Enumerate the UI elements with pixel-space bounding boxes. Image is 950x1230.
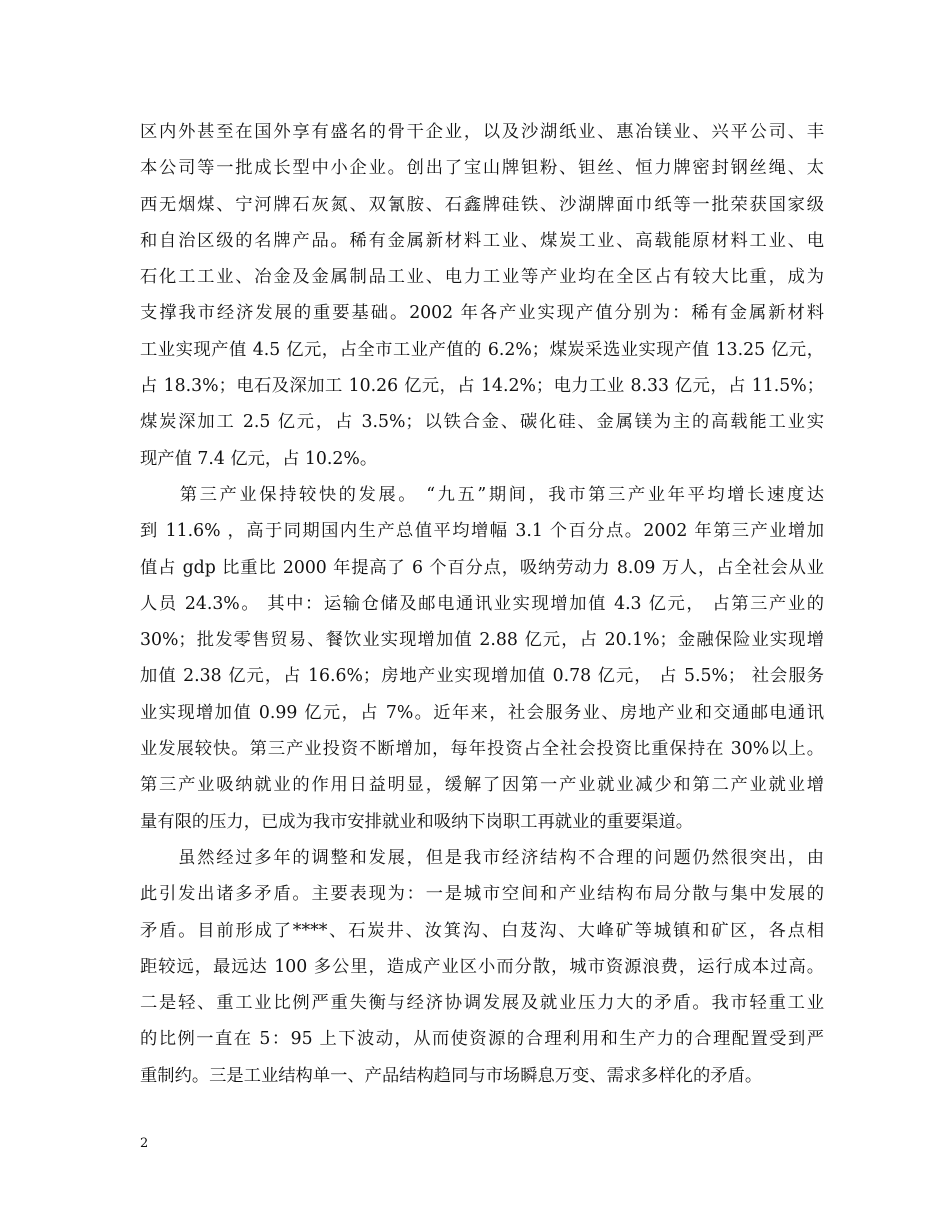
text-line: 此引发出诸多矛盾。主要表现为：一是城市空间和产业结构布局分散与集中发展的 xyxy=(140,884,824,905)
text-line: 加值 2.38 亿元，占 16.6%；房地产业实现增加值 0.78 亿元， 占 5.5%； 社会服务 xyxy=(140,666,824,687)
text-line: 西无烟煤、宁河牌石灰氮、双氰胺、石鑫牌硅铁、沙湖牌面巾纸等一批荣获国家级 xyxy=(140,194,824,215)
page-number: 2 xyxy=(140,1136,149,1151)
text-line: 业实现增加值 0.99 亿元，占 7%。近年来，社会服务业、房地产业和交通邮电通讯 xyxy=(140,702,824,723)
text-line: 占 18.3%；电石及深加工 10.26 亿元，占 14.2%；电力工业 8.33 亿元，占 11.5%； xyxy=(140,376,824,397)
document-body xyxy=(140,114,824,1094)
text-line: 区内外甚至在国外享有盛名的骨干企业，以及沙湖纸业、惠冶镁业、兴平公司、丰 xyxy=(140,122,824,142)
text-line: 人员 24.3%。 其中：运输仓储及邮电通讯业实现增加值 4.3 亿元， 占第三产业的 xyxy=(140,593,824,614)
text-line: 虽然经过多年的调整和发展，但是我市经济结构不合理的问题仍然很突出，由 xyxy=(140,847,824,868)
text-line: 30%；批发零售贸易、餐饮业实现增加值 2.88 亿元，占 20.1%；金融保险业实现增 xyxy=(140,630,824,651)
text-line: 本公司等一批成长型中小企业。创出了宝山牌钽粉、钽丝、恒力牌密封钢丝绳、太 xyxy=(140,158,824,179)
text-line: 的比例一直在 5：95 上下波动，从而使资源的合理利用和生产力的合理配置受到严 xyxy=(140,1029,824,1050)
text-line: 距较远，最远达 100 多公里，造成产业区小而分散，城市资源浪费，运行成本过高。 xyxy=(140,956,824,977)
text-line: 和自治区级的名牌产品。稀有金属新材料工业、煤炭工业、高载能原材料工业、电 xyxy=(140,230,824,251)
text-line: 煤炭深加工 2.5 亿元，占 3.5%；以铁合金、碳化硅、金属镁为主的高载能工业实 xyxy=(140,412,824,433)
text-line: 第三产业吸纳就业的作用日益明显，缓解了因第一产业就业减少和第二产业就业增 xyxy=(140,775,824,796)
paragraph-structural-problems xyxy=(140,840,824,1094)
text-line: 二是轻、重工业比例严重失衡与经济协调发展及就业压力大的矛盾。我市轻重工业 xyxy=(140,993,824,1014)
text-line: 到 11.6% ，高于同期国内生产总值平均增幅 3.1 个百分点。2002 年第三产业增加 xyxy=(140,521,824,542)
text-line: 矛盾。目前形成了****、石炭井、汝箕沟、白芨沟、大峰矿等城镇和矿区，各点相 xyxy=(140,920,824,941)
text-line: 业发展较快。第三产业投资不断增加，每年投资占全社会投资比重保持在 30%以上。 xyxy=(140,739,824,760)
text-line: 值占 gdp 比重比 2000 年提高了 6 个百分点，吸纳劳动力 8.09 万人，占全社会从业 xyxy=(140,557,824,578)
paragraph-industrial-output xyxy=(140,114,824,477)
text-line: 支撑我市经济发展的重要基础。2002 年各产业实现产值分别为：稀有金属新材料 xyxy=(140,303,824,324)
text-line: 工业实现产值 4.5 亿元，占全市工业产值的 6.2%；煤炭采选业实现产值 13.25 亿元， xyxy=(140,339,824,360)
text-line: 现产值 7.4 亿元，占 10.2%。 xyxy=(140,448,378,469)
paragraph-tertiary-industry xyxy=(140,477,824,840)
text-line: 重制约。三是工业结构单一、产品结构趋同与市场瞬息万变、需求多样化的矛盾。 xyxy=(140,1065,763,1086)
text-line: 第三产业保持较快的发展。 “九五”期间，我市第三产业年平均增长速度达 xyxy=(140,484,824,505)
text-line: 量有限的压力，已成为我市安排就业和吸纳下岗职工再就业的重要渠道。 xyxy=(140,811,694,832)
text-line: 石化工工业、冶金及金属制品工业、电力工业等产业均在全区占有较大比重，成为 xyxy=(140,267,824,288)
